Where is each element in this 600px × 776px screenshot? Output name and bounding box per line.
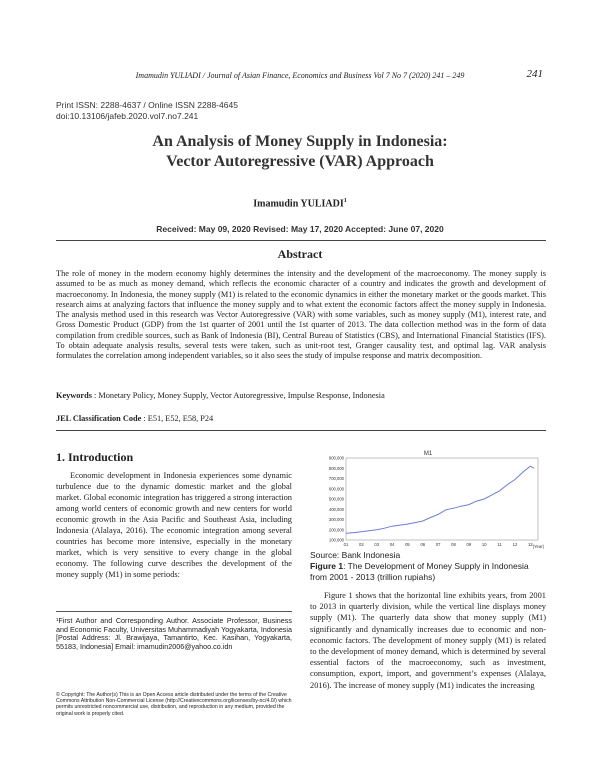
x-tick-label: 01	[343, 542, 349, 547]
series-line-m1	[346, 466, 534, 533]
plot-frame	[346, 458, 538, 540]
x-tick-label: 07	[435, 542, 441, 547]
y-tick-label: 600,000	[328, 486, 344, 492]
running-head: Imamudin YULIADI / Journal of Asian Finance, Economics and Business Vol 7 No 7 (2020) 241 – 249	[135, 71, 465, 80]
x-tick-label: 11	[497, 542, 502, 547]
introduction-paragraph: Economic development in Indonesia experiences some dynamic turbulence due to the dynamic domestic market and the global market. Global economic integration has triggered a strong interaction among world centers of economic growth and new centers for world economic growth in the Asia Pacific and Southeast Asia, including Indonesia (Alalaya, 2016). The economic integration among several countries has become more intensive, especially in the monetary market, which is very sensitive to every change in the global economy. The following curve describes the development of the money supply (M1) in some periods:	[56, 471, 292, 579]
x-tick-label: 09	[466, 542, 472, 547]
page-number: 241	[526, 68, 543, 80]
title-line-2: Vector Autoregressive (VAR) Approach	[166, 153, 434, 170]
body-column-right	[310, 590, 546, 691]
figure-label: Figure 1	[310, 561, 344, 571]
x-tick-label: 13	[527, 542, 533, 547]
introduction-column	[56, 470, 292, 580]
keywords-line	[56, 391, 546, 400]
submission-dates: Received: May 09, 2020 Revised: May 17, 2020 Accepted: June 07, 2020	[156, 224, 444, 234]
y-tick-label: 100,000	[328, 537, 344, 543]
abstract-bottom-rule	[56, 430, 546, 431]
author-footnote: ¹First Author and Corresponding Author. Associate Professor, Business and Economic Faculty, Universitas Muhammadiyah Yogyakarta, Indonesia [Postal Address: Jl. Brawijaya, Tamantirto, Kec. Kasihan, Yogyakarta, 55183, Indonesia] Email: imamudin2006@yahoo.co.idn	[56, 616, 292, 651]
doi-line[interactable]: doi:10.13106/jafeb.2020.vol7.no7.241	[56, 111, 199, 121]
y-tick-label: 800,000	[328, 465, 344, 471]
chart-title: M1	[423, 451, 433, 457]
jel-label: JEL Classification Code	[56, 414, 142, 423]
author-name: Imamudin YULIADI	[253, 198, 344, 210]
x-axis-label: (Year)	[532, 544, 544, 549]
figure-1-chart	[310, 445, 546, 551]
author-line	[60, 198, 540, 209]
keywords-label: Keywords	[56, 391, 92, 400]
figure-caption	[310, 561, 546, 582]
author-footnote-mark: 1	[343, 198, 347, 204]
jel-codes: : E51, E52, E58, P24	[143, 414, 214, 423]
issn-block	[56, 100, 238, 122]
title-line-1: An Analysis of Money Supply in Indonesia:	[152, 133, 448, 150]
y-tick-label: 200,000	[328, 527, 344, 533]
x-tick-label: 06	[420, 542, 426, 547]
abstract-text: The role of money in the modern economy highly determines the intensity and the development of the macroeconomy. The money supply is assumed to be as much as money demand, which reflects the economic character of a country and indicates the growth and development of macroeconomy. In Indonesia, the money supply (M1) is related to the economic dynamics in either the monetary market or the goods market. This research aims at analyzing factors that influence the money supply and to what extent the economic factors affect the money supply in Indonesia. The analysis method used in this research was Vector Autoregressive (VAR) with some variables, such as money supply (M1), interest rate, and Gross Domestic Product (GDP) from the 1st quarter of 2001 until the 1st quarter of 2013. The data collection method was in the form of data compilation from credible sources, such as Bank of Indonesia (BI), Central Bureau of Statistics (CBS), and International Financial Statistics (IFS). To obtain adequate analysis results, several tests were taken, such as unit-root test, Granger causality test, and optimal lag. VAR analysis formulates the correlation among independent variables, so it also sees the study of impulse response and matrix decomposition.	[56, 269, 546, 361]
y-tick-label: 400,000	[328, 506, 344, 512]
x-tick-label: 12	[512, 542, 518, 547]
x-tick-label: 05	[405, 542, 410, 547]
issn-line: Print ISSN: 2288-4637 / Online ISSN 2288-4645	[56, 100, 238, 110]
abstract-top-rule	[56, 240, 546, 241]
figure-source: Source: Bank Indonesia	[310, 550, 401, 560]
body-paragraph: Figure 1 shows that the horizontal line exhibits years, from 2001 to 2013 in quarterly division, while the vertical line displays money supply (M1). The quarterly data show that money supply (M1) significantly and dynamically increases due to economic and non-economic factors. The development of money supply (M1) is related to the development of money demand, which is determined by several essential factors of the macroeconomy, such as investment, consumption, export, import, and government’s expenses (Alalaya, 2016). The increase of money supply (M1) indicates the increasing	[310, 591, 546, 690]
figure-caption-text: : The Development of Money Supply in Indonesia from 2001 - 2013 (trillion rupiahs)	[310, 561, 529, 582]
x-tick-label: 03	[374, 542, 380, 547]
y-tick-label: 500,000	[328, 496, 344, 502]
jel-line	[56, 414, 546, 423]
y-tick-label: 900,000	[328, 455, 344, 461]
keywords-text: : Monetary Policy, Money Supply, Vector Autoregressive, Impulse Response, Indonesia	[91, 391, 385, 400]
x-tick-label: 04	[389, 542, 395, 547]
m1-line-chart	[310, 445, 546, 551]
x-tick-label: 10	[481, 542, 487, 547]
x-tick-label: 08	[451, 542, 456, 547]
x-tick-label: 02	[359, 542, 364, 547]
paper-title	[60, 132, 540, 172]
copyright-notice: © Copyright: The Author(s) This is an Open Access article distributed under the terms of the Creative Commons Attribution Non-Commercial License (http://Creativecommons.org/licenses/by-nc/4.0/) which permits unrestricted noncommercial use, distribution, and reproduction in any medium, provided the original work is properly cited.	[56, 692, 292, 717]
footnote-rule	[56, 611, 292, 612]
abstract-heading: Abstract	[277, 247, 323, 261]
y-tick-label: 700,000	[328, 476, 344, 481]
y-tick-label: 300,000	[328, 517, 344, 522]
section-heading-introduction: 1. Introduction	[56, 450, 134, 464]
